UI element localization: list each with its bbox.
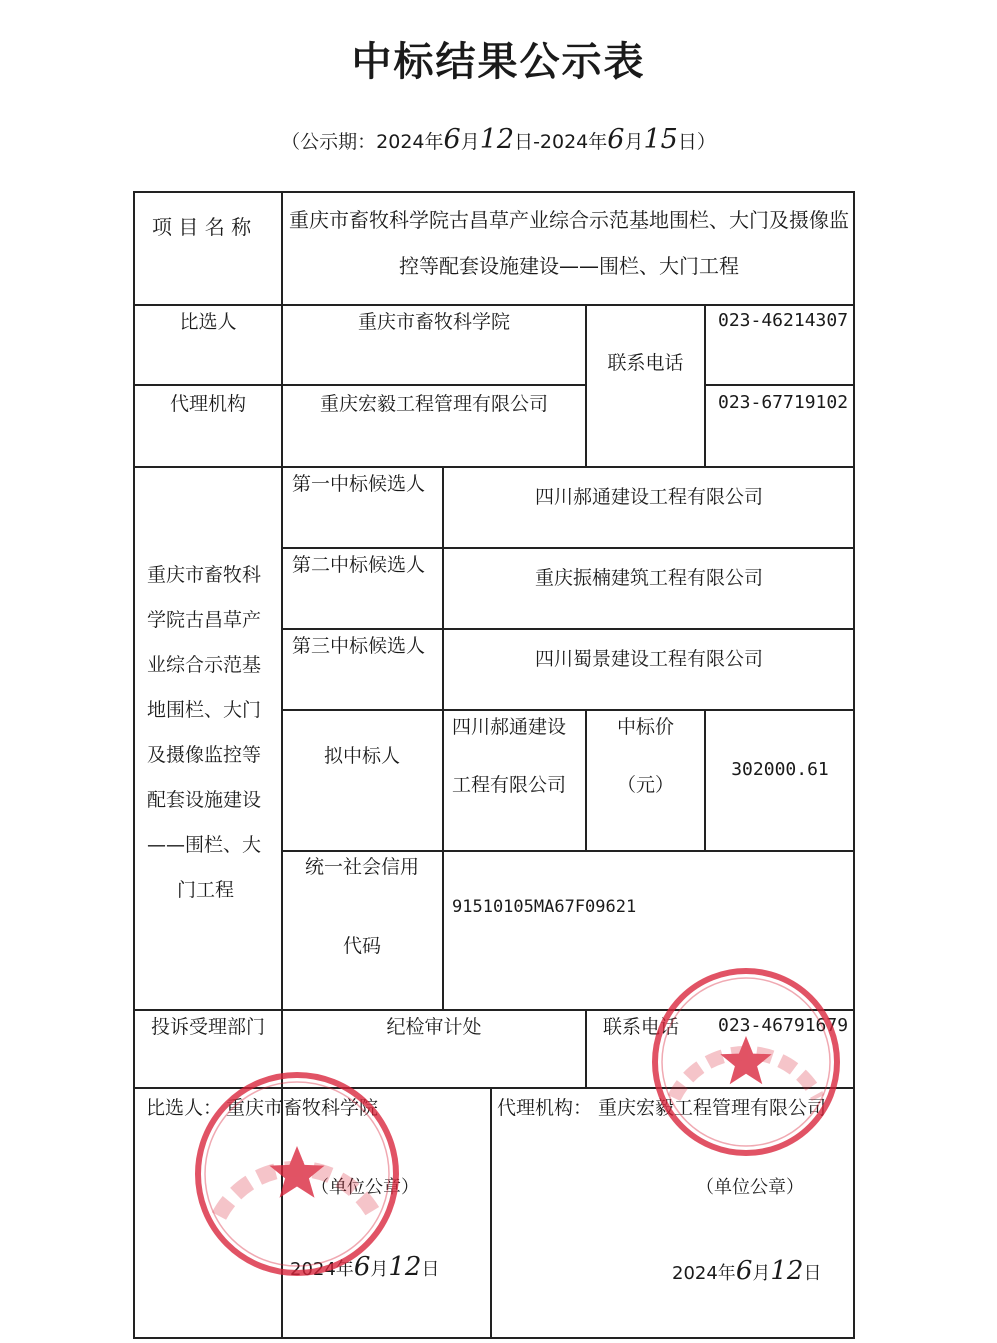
sign-agency-value: 重庆宏毅工程管理有限公司	[598, 1097, 827, 1119]
sign-buyer-value: 重庆市畜牧科学院	[226, 1097, 379, 1119]
candidate-2-label: 第二中标候选人	[292, 554, 426, 576]
project-name-value: 重庆市畜牧科学院古昌草产业综合示范基地围栏、大门及摄像监控等配套设施建设——围栏、大门工程	[289, 208, 849, 278]
credit-code-value: 91510105MA67F09621	[452, 897, 637, 917]
agency-label: 代理机构	[169, 393, 246, 415]
table-rule	[135, 466, 854, 468]
table-rule	[135, 304, 854, 306]
candidate-3-label: 第三中标候选人	[292, 635, 426, 657]
table-rule	[282, 850, 854, 852]
winner-line-1: 四川郝通建设	[452, 716, 567, 738]
table-rule	[282, 547, 854, 549]
agency-phone: 023-67719102	[718, 392, 849, 413]
candidate-1-value: 四川郝通建设工程有限公司	[534, 486, 763, 508]
agency-official-seal	[648, 964, 844, 1160]
buyer-official-seal	[191, 1068, 403, 1280]
section-line: 门工程	[177, 879, 235, 901]
buyer-sign-date: 2024年6月12日	[290, 1252, 440, 1282]
candidate-1-label: 第一中标候选人	[292, 473, 426, 495]
section-line: 地围栏、大门	[147, 699, 262, 721]
table-rule	[704, 305, 706, 467]
agency-sign-date: 2024年6月12日	[672, 1256, 822, 1286]
buyer-phone: 023-46214307	[718, 310, 849, 331]
price-unit: （元）	[616, 774, 674, 796]
page-title: 中标结果公示表	[351, 39, 646, 85]
publicity-period: （公示期：2024年6月12日-2024年6月15日）	[281, 124, 716, 155]
agency-value: 重庆宏毅工程管理有限公司	[319, 393, 548, 415]
table-rule	[704, 710, 706, 851]
buyer-label: 比选人	[179, 311, 237, 333]
table-rule	[442, 467, 444, 1010]
project-name-label: 项 目 名 称	[152, 215, 252, 239]
table-rule	[585, 1010, 587, 1088]
complaint-value: 纪检审计处	[386, 1016, 482, 1038]
table-rule	[705, 384, 854, 386]
section-line: 学院古昌草产	[147, 609, 262, 631]
agency-seal-note: （单位公章）	[696, 1177, 804, 1198]
buyer-seal-note: （单位公章）	[311, 1177, 419, 1198]
table-rule	[135, 384, 585, 386]
sign-agency-label: 代理机构：	[497, 1097, 593, 1119]
buyer-value: 重庆市畜牧科学院	[357, 311, 510, 333]
complaint-phone: 023-46791679	[718, 1015, 849, 1036]
sign-buyer-label: 比选人：	[146, 1097, 223, 1119]
section-line: 重庆市畜牧科	[147, 564, 262, 586]
section-line: 配套设施建设	[147, 789, 262, 811]
price-value: 302000.61	[731, 759, 829, 780]
complaint-label: 投诉受理部门	[150, 1016, 265, 1038]
section-line: 及摄像监控等	[147, 744, 262, 766]
table-rule	[585, 305, 587, 467]
winner-label: 拟中标人	[323, 745, 400, 767]
winner-line-2: 工程有限公司	[452, 774, 567, 796]
credit-code-label: 统一社会信用	[304, 856, 419, 878]
table-rule	[490, 1088, 492, 1338]
contact-phone-label: 联系电话	[607, 352, 684, 374]
credit-code-label-2: 代码	[342, 935, 381, 957]
complaint-phone-label: 联系电话	[603, 1016, 680, 1038]
section-line: 业综合示范基	[147, 654, 262, 676]
table-rule	[282, 709, 854, 711]
candidate-3-value: 四川蜀景建设工程有限公司	[534, 648, 763, 670]
price-label: 中标价	[616, 716, 674, 738]
table-rule	[282, 628, 854, 630]
candidate-2-value: 重庆振楠建筑工程有限公司	[534, 567, 763, 589]
section-project-name	[147, 553, 272, 913]
section-line: ——围栏、大	[147, 834, 262, 856]
